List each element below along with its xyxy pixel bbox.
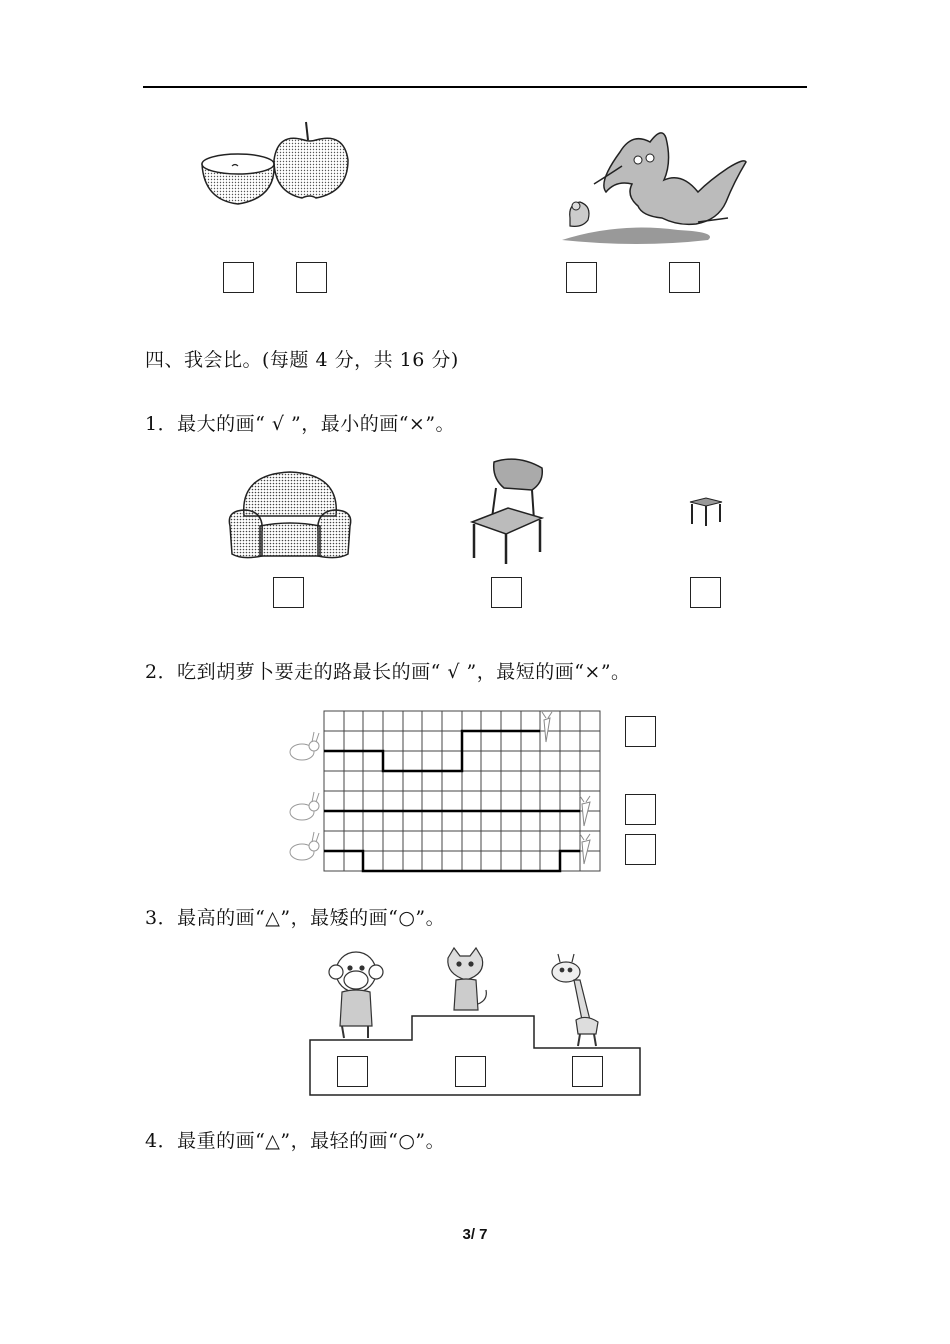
answer-box-kitten[interactable]	[455, 1056, 486, 1087]
rabbit-icon	[290, 732, 319, 760]
answer-box-path-1[interactable]	[625, 716, 656, 747]
question-4-number: 4．	[145, 1130, 178, 1152]
answer-box-apple-whole[interactable]	[223, 262, 254, 293]
question-1	[145, 409, 455, 436]
question-3	[145, 903, 445, 930]
carrot-icon	[580, 834, 590, 864]
rabbit-icon	[290, 832, 319, 860]
answer-box-stool[interactable]	[690, 577, 721, 608]
page-number: 3/ 7	[462, 1226, 488, 1243]
section-heading: 四、我会比。(每题 4 分，共 16 分)	[145, 349, 459, 371]
giraffe-image	[552, 954, 598, 1046]
answer-box-armchair[interactable]	[273, 577, 304, 608]
answer-box-cat[interactable]	[669, 262, 700, 293]
cat-and-mouse-image	[558, 122, 753, 247]
answer-box-giraffe[interactable]	[572, 1056, 603, 1087]
header-rule	[143, 86, 807, 88]
apple-halves-image	[198, 118, 358, 208]
path-grid	[280, 708, 620, 874]
armchair-image	[224, 470, 356, 562]
answer-box-path-2[interactable]	[625, 794, 656, 825]
chair-image	[466, 458, 554, 566]
small-stool-image	[686, 496, 726, 528]
question-4	[145, 1126, 445, 1153]
kitten-image	[448, 948, 487, 1010]
question-2-text: 吃到胡萝卜要走的路最长的画“ √ ”，最短的画“×”。	[177, 661, 631, 683]
answer-box-chair[interactable]	[491, 577, 522, 608]
question-3-number: 3．	[145, 907, 178, 929]
answer-box-monkey[interactable]	[337, 1056, 368, 1087]
question-2-number: 2．	[145, 661, 178, 683]
question-2	[145, 657, 631, 684]
question-4-text: 最重的画“△”，最轻的画“○”。	[177, 1130, 446, 1152]
path-route-3	[324, 851, 580, 871]
rabbit-icon	[290, 792, 319, 820]
question-3-text: 最高的画“△”，最矮的画“○”。	[177, 907, 446, 929]
answer-box-mouse[interactable]	[566, 262, 597, 293]
question-1-number: 1．	[145, 413, 178, 435]
question-1-text: 最大的画“ √ ”，最小的画“×”。	[177, 413, 456, 435]
answer-box-path-3[interactable]	[625, 834, 656, 865]
carrot-icon	[542, 712, 552, 742]
answer-box-apple-half[interactable]	[296, 262, 327, 293]
monkey-image	[329, 952, 383, 1038]
